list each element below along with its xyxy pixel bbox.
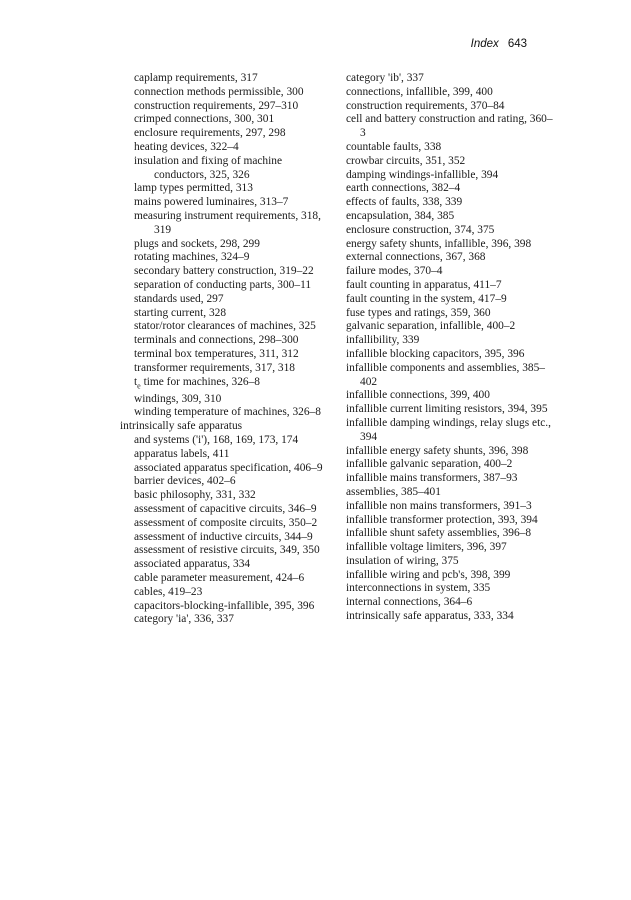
entry-text: cable parameter measurement, 424–6 [134,571,305,584]
index-entry [346,141,554,155]
entry-text: and systems ('i'), 168, 169, 173, 174 [134,434,299,446]
index-entry [346,610,554,624]
index-entry [120,613,328,627]
index-entry [120,251,328,265]
index-entry [120,196,328,210]
index-entry [120,434,328,448]
index-entry [120,141,328,155]
index-entry [346,514,554,528]
entry-text: infallible blocking capacitors, 395, 396 [346,347,525,360]
index-entry [346,458,554,472]
index-entry [346,251,554,265]
index-entry [346,182,554,196]
index-entry [346,334,554,348]
index-entry [346,582,554,596]
header-index-word: Index [470,38,499,50]
entry-text: infallible connections, 399, 400 [346,389,490,402]
entry-text: fault counting in the system, 417–9 [346,292,507,305]
index-entry [346,86,554,100]
entry-text: earth connections, 382–4 [346,182,461,195]
entry-text: construction requirements, 370–84 [346,99,505,112]
entry-text: barrier devices, 402–6 [134,475,236,488]
index-entry [120,100,328,114]
index-entry [346,500,554,514]
entry-text: cell and battery construction and rating, 360–3 [346,113,553,140]
entry-text: effects of faults, 338, 339 [346,196,463,209]
entry-text: insulation and fixing of machine conductors, 325, 326 [134,154,283,181]
entry-text: cables, 419–23 [134,585,203,598]
index-entry [346,238,554,252]
entry-text: mains powered luminaires, 313–7 [134,196,289,209]
entry-text: winding temperature of machines, 326–8 [134,406,321,419]
entry-text: secondary battery construction, 319–22 [134,265,314,278]
index-entry [120,182,328,196]
index-entry [346,196,554,210]
index-entry [346,403,554,417]
index-entry [346,307,554,321]
entry-text: internal connections, 364–6 [346,596,473,609]
index-entry [120,489,328,503]
entry-text: standards used, 297 [134,292,224,305]
index-entry [346,224,554,238]
entry-text: transformer requirements, 317, 318 [134,361,296,374]
entry-text: external connections, 367, 368 [346,251,486,264]
entry-text: insulation of wiring, 375 [346,554,459,567]
index-entry [346,279,554,293]
index-entry [120,362,328,376]
index-entry [346,472,554,486]
entry-text: energy safety shunts, infallible, 396, 398 [346,237,532,250]
entry-text: terminal box temperatures, 311, 312 [134,347,299,360]
index-entry [346,320,554,334]
index-entry [346,527,554,541]
index-entry [120,462,328,476]
entry-text: category 'ia', 336, 337 [134,613,234,626]
entry-text: infallible mains transformers, 387–93 [346,472,518,485]
entry-text: failure modes, 370–4 [346,265,443,278]
entry-text: associated apparatus specification, 406–9 [134,461,323,474]
index-entry [346,362,554,390]
index-entry [346,445,554,459]
index-entry [120,572,328,586]
entry-text: countable faults, 338 [346,140,442,153]
entry-text: rotating machines, 324–9 [134,251,250,264]
entry-text: infallible energy safety shunts, 396, 398 [346,444,529,457]
entry-text: assessment of inductive circuits, 344–9 [134,530,313,543]
entry-text: apparatus labels, 411 [134,447,230,460]
index-entry [346,293,554,307]
page-number: 643 [507,38,527,50]
index-entry [120,127,328,141]
entry-text: time for machines, 326–8 [143,375,261,388]
index-entry [120,334,328,348]
entry-text: category 'ib', 337 [346,72,424,84]
index-entry [120,393,328,407]
entry-text: basic philosophy, 331, 332 [134,489,256,502]
index-entry [120,265,328,279]
entry-text: measuring instrument requirements, 318, 319 [134,209,321,236]
index-entry [120,155,328,183]
index-entry [346,596,554,610]
index-entry [346,210,554,224]
index-entry [346,169,554,183]
index-entry [346,100,554,114]
entry-text: enclosure requirements, 297, 298 [134,127,286,140]
entry-prefix-subscript: e [137,380,141,390]
index-entry [346,72,554,86]
entry-text: infallible non mains transformers, 391–3 [346,499,532,512]
entry-text: infallible components and assemblies, 385–402 [346,361,545,388]
index-entry [346,265,554,279]
entry-text: assessment of resistive circuits, 349, 350 [134,544,320,557]
right-index-column [346,72,554,624]
entry-text: infallible damping windings, relay slugs etc., 394 [346,416,551,443]
index-entry [120,72,328,86]
entry-text: caplamp requirements, 317 [134,72,258,84]
entry-text: fault counting in apparatus, 411–7 [346,278,502,291]
index-entry [346,113,554,141]
index-entry [346,348,554,362]
index-entry [346,486,554,500]
entry-text: plugs and sockets, 298, 299 [134,237,260,250]
entry-text: infallible transformer protection, 393, 394 [346,513,538,526]
entry-text: infallible shunt safety assemblies, 396–8 [346,527,532,540]
index-entry [120,517,328,531]
entry-text: galvanic separation, infallible, 400–2 [346,320,516,333]
index-entry [120,113,328,127]
index-entry [120,531,328,545]
entry-text: capacitors-blocking-infallible, 395, 396 [134,599,315,612]
entry-text: interconnections in system, 335 [346,582,491,595]
index-entry [120,279,328,293]
entry-text: assessment of capacitive circuits, 346–9 [134,502,317,515]
entry-text: associated apparatus, 334 [134,558,251,571]
entry-text: intrinsically safe apparatus, 333, 334 [346,610,514,623]
entry-text: damping windings-infallible, 394 [346,168,499,181]
entry-text: connections, infallible, 399, 400 [346,85,493,98]
entry-prefix: t [134,375,138,388]
index-entry [120,320,328,334]
entry-text: crowbar circuits, 351, 352 [346,154,466,167]
entry-text: separation of conducting parts, 300–11 [134,278,312,291]
entry-text: infallible galvanic separation, 400–2 [346,458,513,471]
index-entry [120,238,328,252]
index-entry [120,420,328,434]
index-entry [120,307,328,321]
index-entry [120,544,328,558]
index-entry [346,555,554,569]
entry-text: intrinsically safe apparatus [120,420,243,433]
entry-text: infallible wiring and pcb's, 398, 399 [346,568,511,581]
index-entry [120,503,328,517]
index-entry [346,541,554,555]
entry-text: assemblies, 385–401 [346,485,441,498]
entry-text: infallibility, 339 [346,334,420,347]
index-entry [120,86,328,100]
index-entry [120,348,328,362]
entry-text: stator/rotor clearances of machines, 325 [134,320,316,333]
entry-text: windings, 309, 310 [134,392,222,405]
index-entry [346,569,554,583]
index-entry [346,155,554,169]
entry-text: fuse types and ratings, 359, 360 [346,306,491,319]
index-entry [346,417,554,445]
page-header [471,38,527,50]
entry-text: encapsulation, 384, 385 [346,209,455,222]
index-entry [346,389,554,403]
entry-text: connection methods permissible, 300 [134,85,304,98]
entry-text: crimped connections, 300, 301 [134,113,275,126]
index-entry [120,448,328,462]
left-index-column [120,72,328,627]
index-entry [120,210,328,238]
index-entry [120,600,328,614]
entry-text: infallible current limiting resistors, 394, 395 [346,403,548,416]
index-entry [120,558,328,572]
index-entry [120,376,328,393]
entry-text: terminals and connections, 298–300 [134,334,299,347]
entry-text: starting current, 328 [134,306,227,319]
entry-text: lamp types permitted, 313 [134,182,253,195]
index-entry [120,293,328,307]
index-entry [120,475,328,489]
entry-text: enclosure construction, 374, 375 [346,223,495,236]
entry-text: construction requirements, 297–310 [134,99,299,112]
index-entry [120,586,328,600]
index-entry [120,406,328,420]
entry-text: infallible voltage limiters, 396, 397 [346,541,507,554]
entry-text: assessment of composite circuits, 350–2 [134,516,318,529]
entry-text: heating devices, 322–4 [134,140,239,153]
